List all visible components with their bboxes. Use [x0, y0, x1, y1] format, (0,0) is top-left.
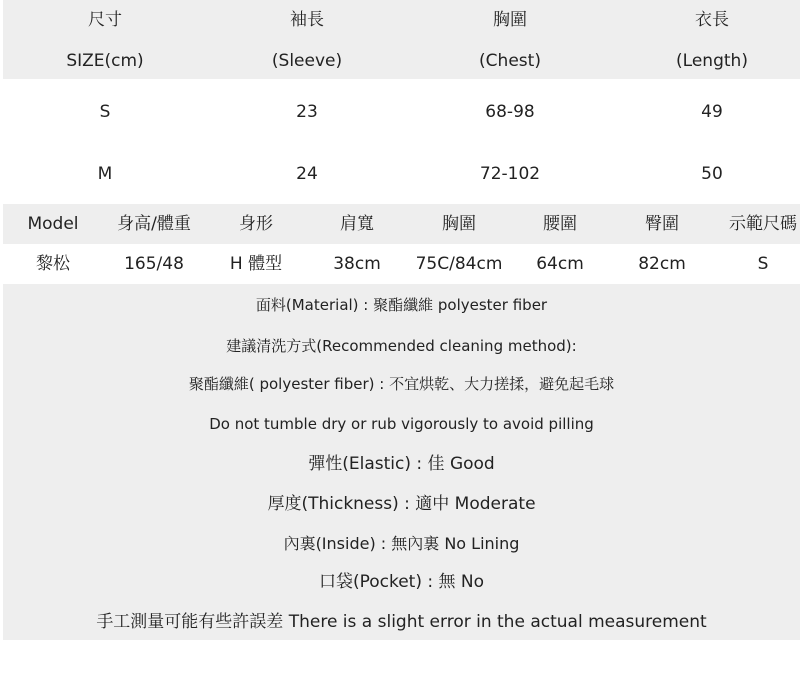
elastic-line: 彈性(Elastic) : 佳 Good	[308, 454, 495, 474]
header-hip: 臀圍	[645, 214, 679, 234]
table-row	[3, 244, 800, 284]
length-cell: 49	[701, 102, 723, 122]
table-row	[3, 141, 800, 203]
size-cell: S	[99, 102, 111, 122]
header-length-zh: 衣長	[695, 10, 729, 30]
length-cell: 50	[701, 164, 723, 184]
header-shoulder: 肩寬	[340, 214, 374, 234]
waist-cell: 64cm	[536, 254, 584, 274]
material-line: 面料(Material) : 聚酯纖維 polyester fiber	[255, 296, 548, 314]
size-cell: M	[97, 164, 113, 184]
product-info-block	[3, 284, 800, 640]
sleeve-cell: 23	[296, 102, 318, 122]
thickness-line: 厚度(Thickness) : 適中 Moderate	[267, 494, 536, 514]
cleaning-title-line: 建議清洗方式(Recommended cleaning method):	[226, 337, 577, 355]
header-demo-size: 示範尺碼	[729, 214, 797, 234]
header-body-shape: 身形	[239, 214, 273, 234]
header-bust: 胸圍	[442, 214, 476, 234]
model-table-header	[3, 204, 800, 244]
header-size-en: SIZE(cm)	[66, 51, 144, 71]
header-model: Model	[27, 214, 79, 234]
header-length-en: (Length)	[676, 51, 748, 71]
shoulder-cell: 38cm	[333, 254, 381, 274]
header-height-weight: 身高/體重	[117, 214, 191, 234]
height-weight-cell: 165/48	[124, 254, 184, 274]
sleeve-cell: 24	[296, 164, 318, 184]
table-row	[3, 79, 800, 141]
header-sleeve-zh: 袖長	[290, 10, 324, 30]
chest-cell: 72-102	[479, 164, 541, 184]
demo-size-cell: S	[757, 254, 769, 274]
pocket-line: 口袋(Pocket) : 無 No	[318, 572, 485, 592]
hip-cell: 82cm	[638, 254, 686, 274]
header-waist: 腰圍	[543, 214, 577, 234]
header-size-zh: 尺寸	[88, 10, 122, 30]
inside-line: 內裏(Inside) : 無內裏 No Lining	[283, 534, 520, 553]
cleaning-en-line: Do not tumble dry or rub vigorously to avoid pilling	[209, 415, 594, 433]
header-sleeve-en: (Sleeve)	[271, 51, 343, 71]
cleaning-zh-line: 聚酯纖維( polyester fiber) : 不宜烘乾、大力搓揉，避免起毛球	[188, 375, 615, 393]
chest-cell: 68-98	[485, 102, 535, 122]
body-shape-cell: H 體型	[229, 254, 283, 274]
header-chest-zh: 胸圍	[493, 10, 527, 30]
bust-cell: 75C/84cm	[415, 254, 503, 274]
model-name-cell: 黎松	[36, 254, 70, 274]
header-chest-en: (Chest)	[479, 51, 541, 71]
measurement-error-note: 手工測量可能有些許誤差 There is a slight error in the actual measurement	[96, 612, 707, 632]
size-table-header	[3, 0, 800, 79]
